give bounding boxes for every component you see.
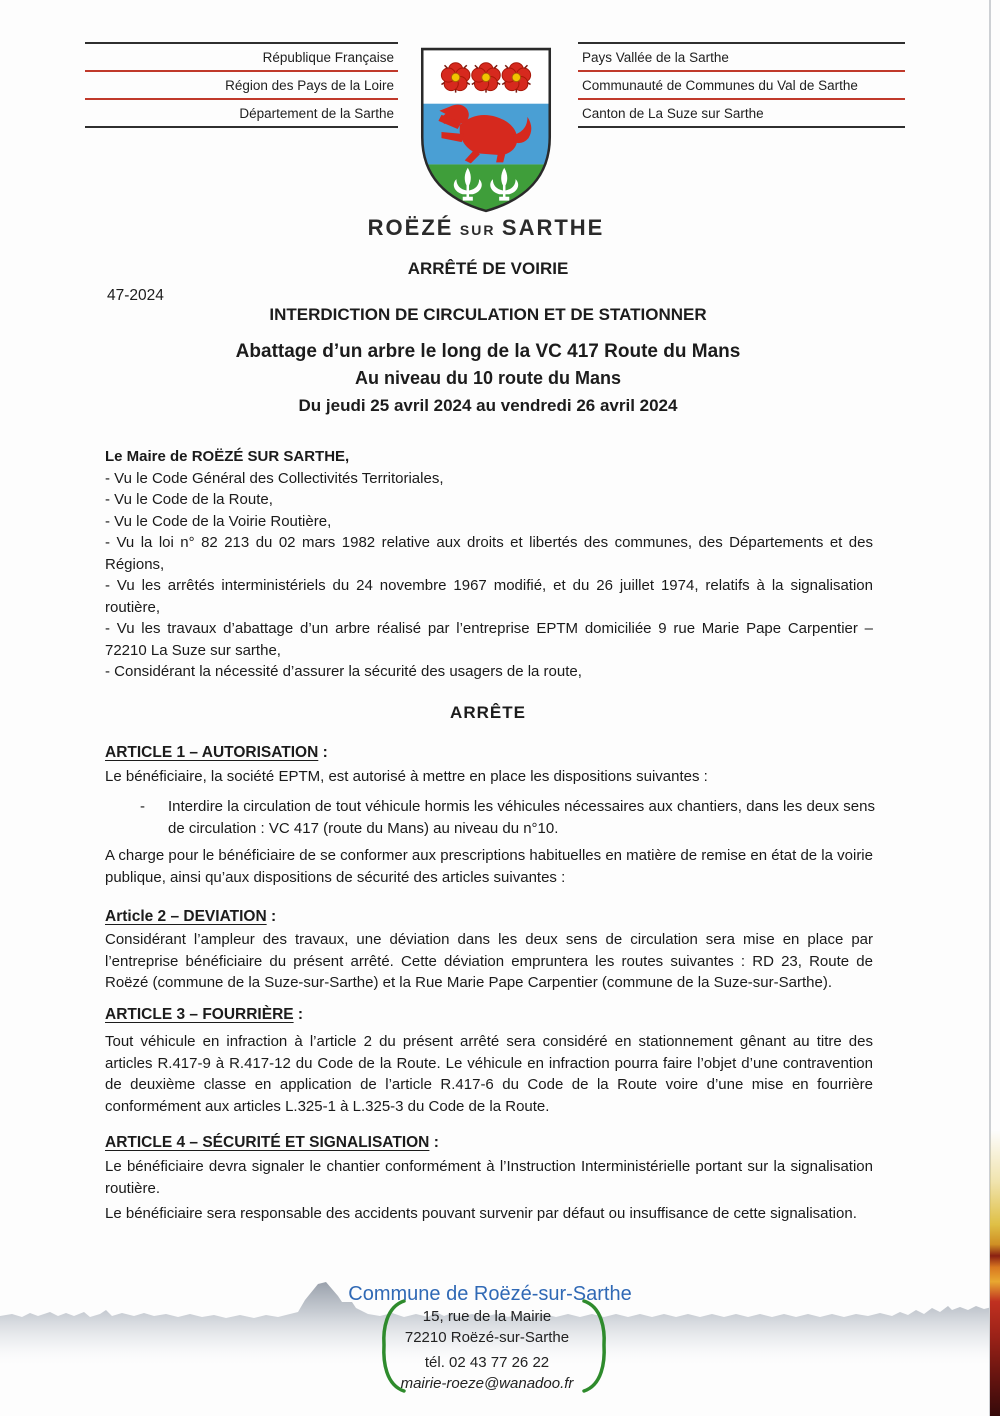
wordmark-part: SUR — [459, 222, 496, 238]
recital: - Vu le Code Général des Collectivités Territoriales, — [105, 469, 444, 487]
commune-wordmark — [0, 215, 972, 241]
article-1-intro: Le bénéficiaire, la société EPTM, est autorisé à mettre en place les dispositions suivantes : — [105, 768, 708, 785]
letterhead-line — [578, 72, 905, 100]
article-3-heading — [105, 1006, 303, 1024]
article-heading-text: ARTICLE 4 – SÉCURITÉ ET SIGNALISATION — [105, 1134, 430, 1151]
article-4-heading — [105, 1134, 439, 1152]
wordmark-part: ROËZÉ — [367, 215, 454, 240]
bullet-text: Interdire la circulation de tout véhicule hormis les véhicules nécessaires aux chantiers, dans les deux sens de circulation : VC 417 (route du Mans) au niveau du n°10. — [168, 798, 875, 837]
recitals-block — [105, 446, 873, 683]
article-2-body: Considérant l’ampleur des travaux, une déviation dans les deux sens de circulation sera mise en place par l’entreprise bénéficiaire du présent arrêté. Cette déviation empruntera les routes suivantes : RD 23, Route de Roëzé (commune de la Suze-sur-Sarthe) et la Rue Marie Pape Carpentier (commune de la Suze-sur-Sarthe). — [105, 931, 873, 991]
title-line: Du jeudi 25 avril 2024 au vendredi 26 avril 2024 — [298, 396, 678, 415]
wordmark-part: SARTHE — [501, 215, 605, 240]
letterhead-line — [85, 44, 398, 72]
recital: - Considérant la nécessité d’assurer la sécurité des usagers de la route, — [105, 663, 582, 680]
article-3-body: Tout véhicule en infraction à l’article 2 du présent arrêté sera considéré en stationnement gênant au titre des articles R.417-9 à R.417-12 du Code de la Route. Le véhicule en infraction pourra faire l’objet d’une contravention de deuxième classe en application de l’article R.417-6 du Code de la Route voire d’une mise en fourrière conformément aux articles L.325-1 à L.325-3 du Code de la Route. — [105, 1033, 873, 1115]
letterhead-line — [578, 100, 905, 128]
article-heading-text: ARTICLE 1 – AUTORISATION — [105, 744, 319, 761]
article-2-heading — [105, 908, 276, 926]
title-line: Abattage d’un arbre le long de la VC 417 Route du Mans — [235, 341, 741, 362]
recital: - Vu la loi n° 82 213 du 02 mars 1982 relative aux droits et libertés des communes, des Départements et des Régions, — [105, 534, 873, 573]
letterhead-line — [85, 100, 398, 128]
letterhead-text: Région des Pays de la Loire — [225, 77, 394, 93]
article-heading-colon: : — [429, 1134, 439, 1151]
recital: - Vu les arrêtés interministériels du 24 novembre 1967 modifié, et du 26 juillet 1974, relatifs à la signalisation routière, — [105, 577, 873, 616]
article-4-body-2: Le bénéficiaire sera responsable des accidents pouvant survenir par défaut ou insuffisance de cette signalisation. — [105, 1205, 857, 1222]
recital: - Vu le Code de la Voirie Routière, — [105, 512, 332, 530]
article-heading-text: ARTICLE 3 – FOURRIÈRE — [105, 1006, 294, 1023]
document-subject-heading: INTERDICTION DE CIRCULATION ET DE STATIONNER — [269, 305, 707, 324]
document-title-block — [0, 338, 976, 419]
letterhead-text: République Française — [262, 49, 394, 65]
letterhead-text: Pays Vallée de la Sarthe — [582, 49, 729, 65]
bullet-dash: - — [140, 798, 145, 815]
footer-address-line: 15, rue de la Mairie — [422, 1308, 552, 1325]
footer-address-line: 72210 Roëzé-sur-Sarthe — [404, 1329, 570, 1346]
document-number: 47-2024 — [107, 287, 164, 304]
footer-email: mairie-roeze@wanadoo.fr — [400, 1375, 574, 1392]
article-1-heading — [105, 744, 328, 762]
letterhead-text: Département de la Sarthe — [239, 105, 394, 121]
opening-line: Le Maire de ROËZÉ SUR SARTHE, — [105, 448, 350, 465]
article-heading-colon: : — [318, 744, 328, 761]
letterhead-right-block — [578, 42, 905, 128]
coat-of-arms — [412, 44, 560, 214]
footer-commune-title: Commune de Roëzé-sur-Sarthe — [348, 1283, 632, 1305]
title-line: Au niveau du 10 route du Mans — [354, 368, 622, 388]
article-1-closing: A charge pour le bénéficiaire de se conformer aux prescriptions habituelles en matière de remise en état de la voirie publique, ainsi qu’aux dispositions de sécurité des articles suivantes : — [105, 847, 873, 886]
footer-address-block — [0, 1306, 974, 1394]
letterhead-line — [85, 72, 398, 100]
article-1-bullet — [140, 796, 875, 839]
recital: - Vu le Code de la Route, — [105, 491, 273, 508]
article-heading-text: Article 2 – DEVIATION — [105, 908, 267, 925]
recital: - Vu les travaux d’abattage d’un arbre réalisé par l’entreprise EPTM domiciliée 9 rue Marie Pape Carpentier – 72210 La Suze sur sarthe, — [105, 620, 873, 659]
shield-band-green — [415, 164, 557, 214]
footer-phone: tél. 02 43 77 26 22 — [424, 1354, 550, 1371]
article-heading-colon: : — [266, 908, 277, 925]
document-type-heading: ARRÊTÉ DE VOIRIE — [407, 259, 569, 278]
letterhead-line — [578, 44, 905, 72]
letterhead-text: Canton de La Suze sur Sarthe — [582, 105, 764, 121]
scan-color-strip — [990, 1130, 1000, 1416]
decree-heading: ARRÊTE — [450, 703, 526, 722]
article-4-body: Le bénéficiaire devra signaler le chantier conformément à l’Instruction Interministérielle portant sur la signalisation routière. — [105, 1158, 873, 1197]
article-heading-colon: : — [293, 1006, 304, 1023]
letterhead-left-block — [85, 42, 398, 128]
rose-icon — [441, 63, 530, 93]
letterhead-text: Communauté de Communes du Val de Sarthe — [582, 77, 858, 93]
